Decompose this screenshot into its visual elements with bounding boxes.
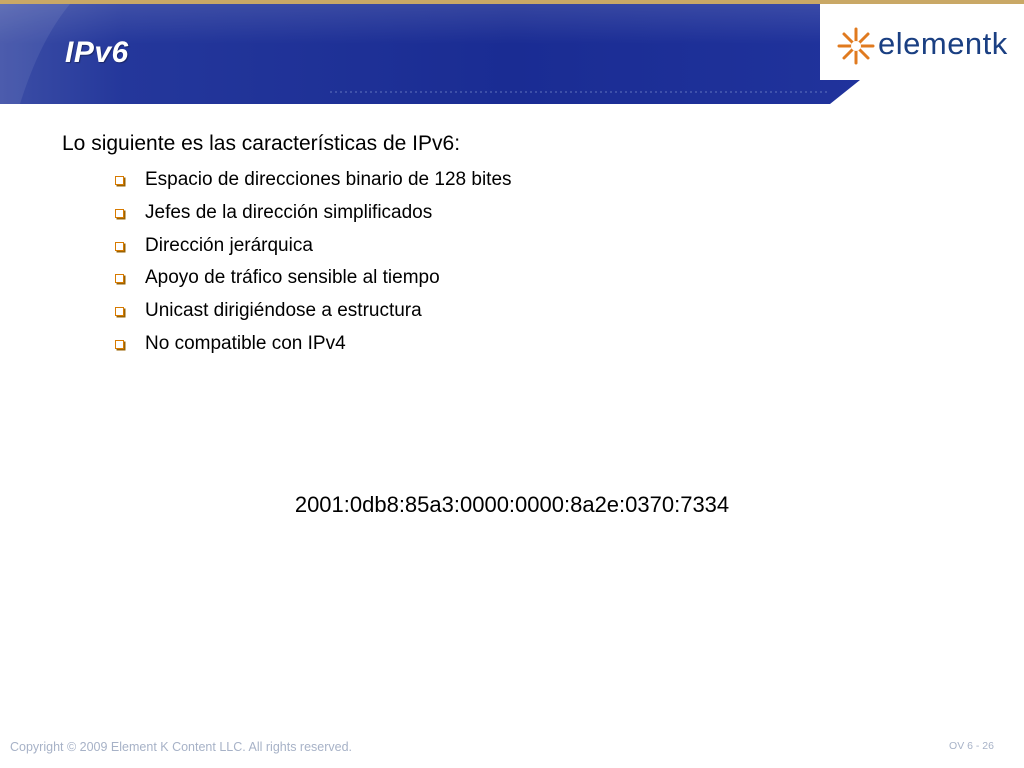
list-item-label: No compatible con IPv4 [145, 332, 346, 354]
square-bullet-icon [115, 242, 124, 251]
header-banner [0, 0, 1024, 104]
list-item-label: Espacio de direcciones binario de 128 bites [145, 169, 512, 190]
list-item [113, 168, 512, 201]
list-item-label: Jefes de la dirección simplificados [145, 201, 433, 223]
list-item [113, 234, 512, 267]
square-bullet-icon [115, 274, 124, 283]
starburst-icon [836, 26, 876, 66]
square-bullet-icon [115, 340, 124, 349]
square-bullet-icon [115, 176, 124, 185]
square-bullet-icon [115, 307, 124, 316]
square-bullet-icon [115, 209, 124, 218]
list-item [113, 332, 512, 365]
feature-list [113, 168, 512, 365]
slide-title: IPv6 [65, 36, 129, 69]
list-item [113, 266, 512, 299]
ipv6-address-example: 2001:0db8:85a3:0000:0000:8a2e:0370:7334 [294, 492, 730, 517]
logo-text: elementk [878, 26, 1008, 61]
list-item-label: Unicast dirigiéndose a estructura [145, 300, 422, 322]
intro-text: Lo siguiente es las características de IPv6: [62, 132, 461, 155]
list-item-label: Dirección jerárquica [145, 234, 313, 256]
page-number: OV 6 - 26 [949, 740, 994, 752]
list-item-label: Apoyo de tráfico sensible al tiempo [145, 267, 440, 289]
copyright-notice: Copyright © 2009 Element K Content LLC. All rights reserved. [10, 740, 353, 754]
list-item [113, 201, 512, 234]
list-item [113, 299, 512, 332]
elementk-logo [836, 24, 1016, 64]
